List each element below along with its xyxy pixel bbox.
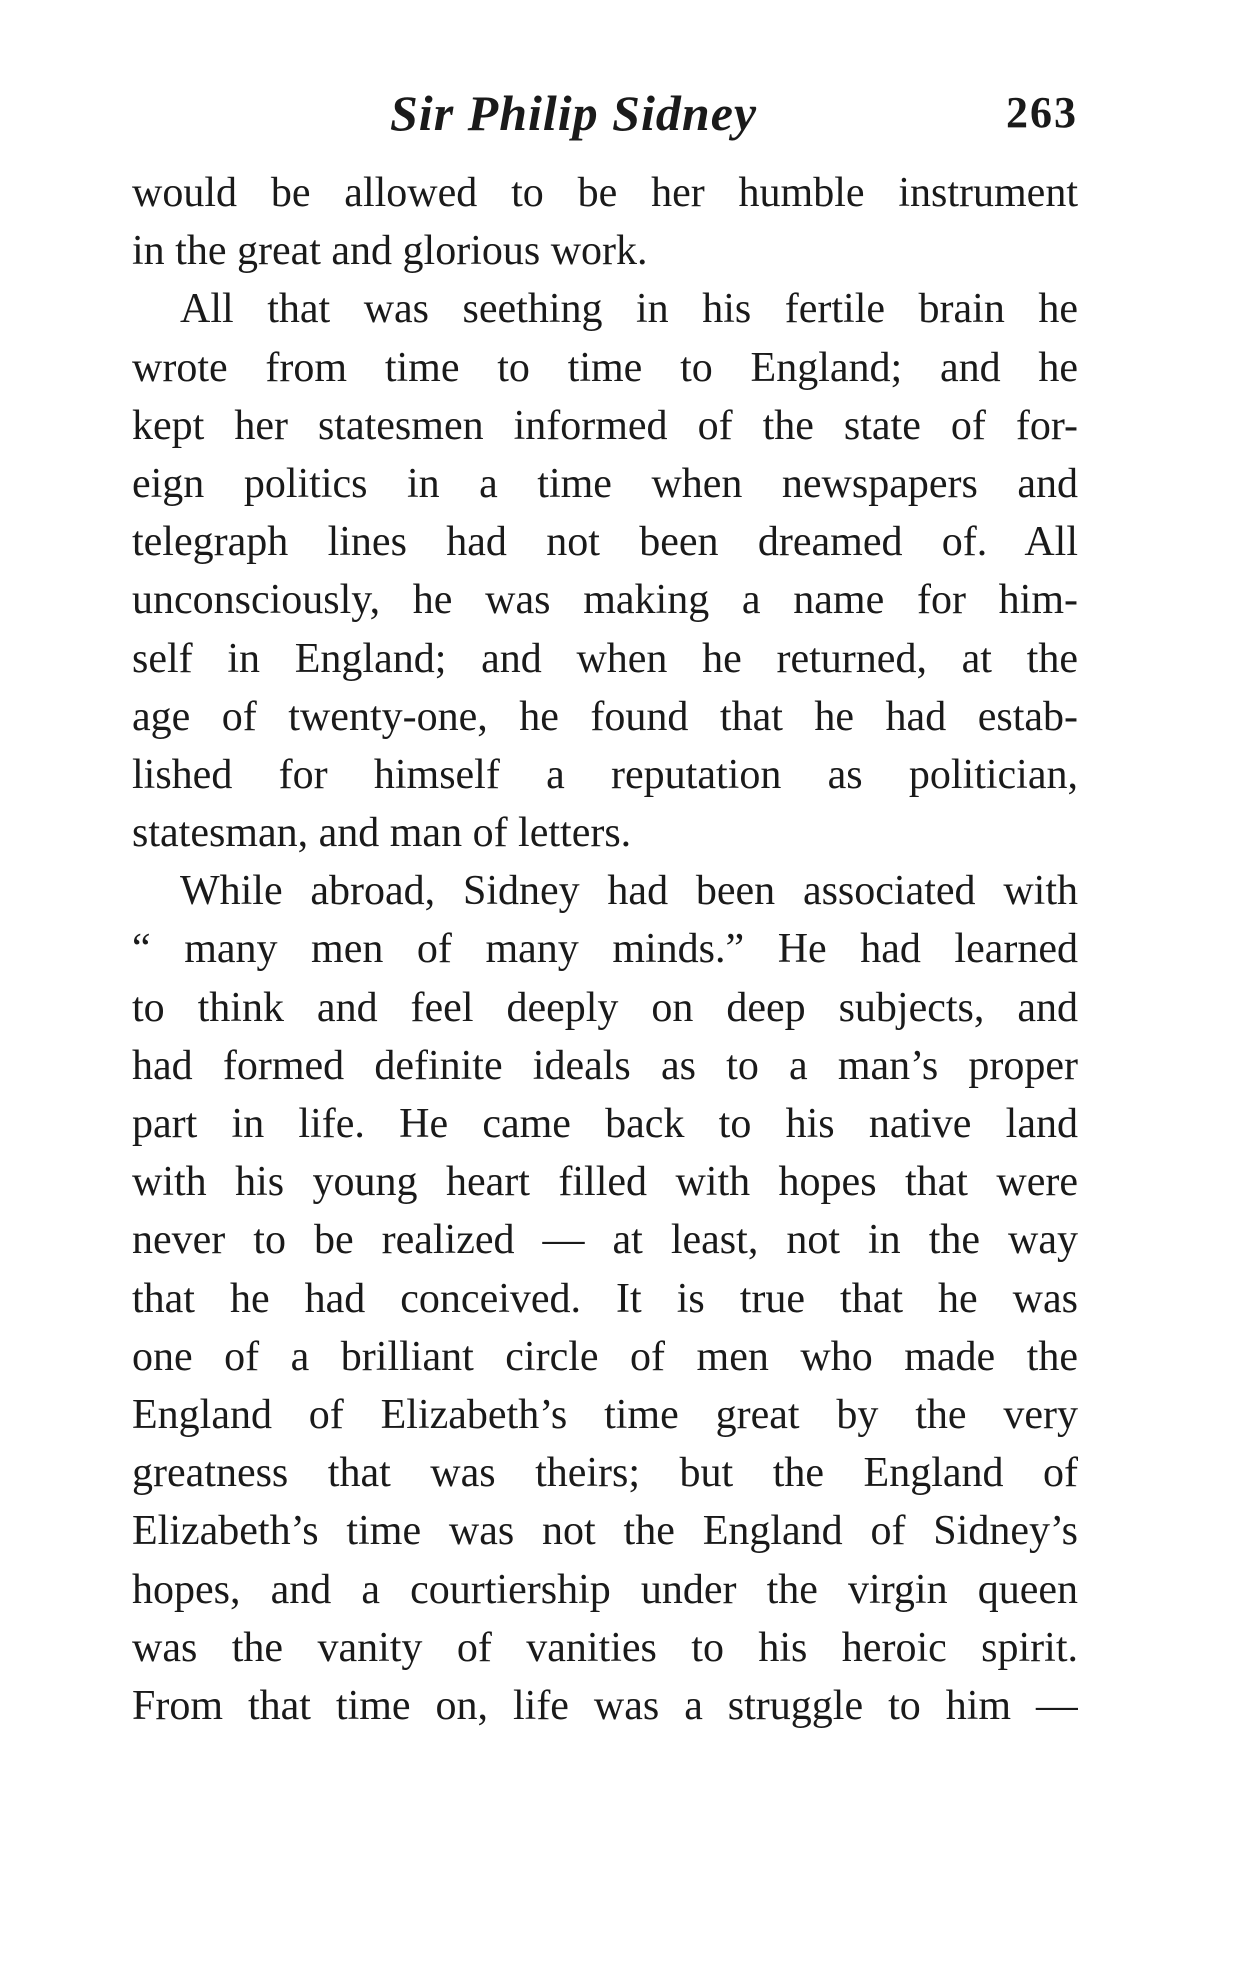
text-line: hopes, and a courtiership under the virgin queen <box>132 1566 1078 1613</box>
text-line: would be allowed to be her humble instrument <box>132 170 1078 216</box>
text-line: “ many men of many minds.” He had learned <box>132 926 1078 973</box>
text-line: From that time on, life was a struggle to him — <box>132 1682 1078 1729</box>
text-line: age of twenty-one, he found that he had estab- <box>132 693 1078 740</box>
paragraph <box>132 862 1078 1735</box>
text-line: statesman, and man of letters. <box>132 810 632 857</box>
text-line: kept her statesmen informed of the state of for- <box>132 402 1078 449</box>
text-line: had formed definite ideals as to a man’s proper <box>132 1042 1078 1089</box>
body-text <box>132 164 1078 1735</box>
text-line: greatness that was theirs; but the England of <box>132 1450 1078 1497</box>
running-title: Sir Philip Sidney <box>390 85 758 141</box>
text-line: While abroad, Sidney had been associated with <box>180 868 1078 915</box>
text-line: was the vanity of vanities to his heroic spirit. <box>132 1624 1078 1671</box>
page-number: 263 <box>1006 88 1078 137</box>
text-line: eign politics in a time when newspapers and <box>132 460 1078 507</box>
paragraph <box>132 280 1078 862</box>
text-line: that he had conceived. It is true that he was <box>132 1275 1078 1322</box>
text-line: lished for himself a reputation as politician, <box>132 751 1078 798</box>
text-line: wrote from time to time to England; and he <box>132 344 1078 391</box>
text-line: in the great and glorious work. <box>132 228 648 275</box>
text-line: All that was seething in his fertile brain he <box>180 286 1078 333</box>
text-line: with his young heart filled with hopes that were <box>132 1159 1078 1206</box>
paragraph <box>132 164 1078 280</box>
text-line: unconsciously, he was making a name for him- <box>132 577 1078 624</box>
text-line: to think and feel deeply on deep subjects, and <box>132 984 1078 1031</box>
text-line: part in life. He came back to his native land <box>132 1101 1078 1147</box>
running-head <box>132 78 1078 148</box>
text-line: Elizabeth’s time was not the England of Sidney’s <box>132 1508 1078 1555</box>
text-line: self in England; and when he returned, at the <box>132 635 1078 682</box>
text-line: telegraph lines had not been dreamed of. All <box>132 519 1078 566</box>
text-line: one of a brilliant circle of men who made the <box>132 1333 1078 1380</box>
text-line: England of Elizabeth’s time great by the very <box>132 1391 1078 1438</box>
text-line: never to be realized — at least, not in the way <box>132 1217 1078 1264</box>
